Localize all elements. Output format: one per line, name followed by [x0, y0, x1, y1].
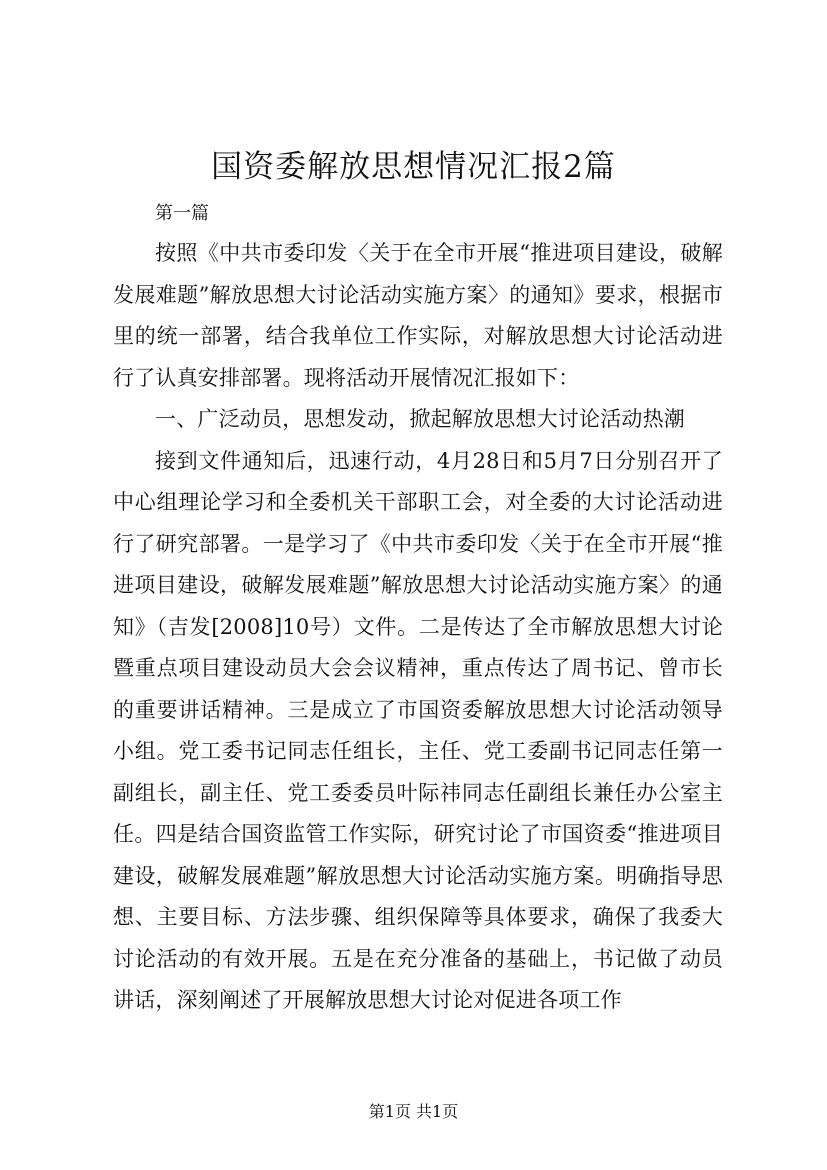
paragraph-body-1: 接到文件通知后，迅速行动，4月28日和5月7日分别召开了中心组理论学习和全委机关干部职工会，对全委的大讨论活动进行了研究部署。一是学习了《中共市委印发〈关于在全市开展“推进项目建设，破解发展难题”解放思想大讨论活动实施方案〉的通知》（吉发[2008]10号）文件。二是传达了全市解放思想大讨论暨重点项目建设动员大会会议精神，重点传达了周书记、曾市长的重要讲话精神。三是成立了市国资委解放思想大讨论活动领导小组。党工委书记同志任组长，主任、党工委副书记同志任第一副组长，副主任、党工委委员叶际祎同志任副组长兼任办公室主任。四是结合国资监管工作实际，研究讨论了市国资委“推进项目建设，破解发展难题”解放思想大讨论活动实施方案。明确指导思想、主要目标、方法步骤、组织保障等具体要求，确保了我委大讨论活动的有效开展。五是在充分准备的基础上，书记做了动员讲话，深刻阐述了开展解放思想大讨论对促进各项工作 — [113, 448, 723, 1012]
paragraph-intro: 按照《中共市委印发〈关于在全市开展“推进项目建设，破解发展难题”解放思想大讨论活动实施方案〉的通知》要求，根据市里的统一部署，结合我单位工作实际，对解放思想大讨论活动进行了认真安排部署。现将活动开展情况汇报如下： — [113, 241, 723, 390]
document-title: 国资委解放思想情况汇报2篇 — [211, 149, 616, 185]
paragraph-heading-1: 一、广泛动员，思想发动，掀起解放思想大讨论活动热潮 — [155, 407, 685, 431]
page-footer: 第1页 共1页 — [368, 1102, 459, 1121]
document-body — [113, 195, 723, 1022]
section-label: 第一篇 — [155, 203, 209, 224]
